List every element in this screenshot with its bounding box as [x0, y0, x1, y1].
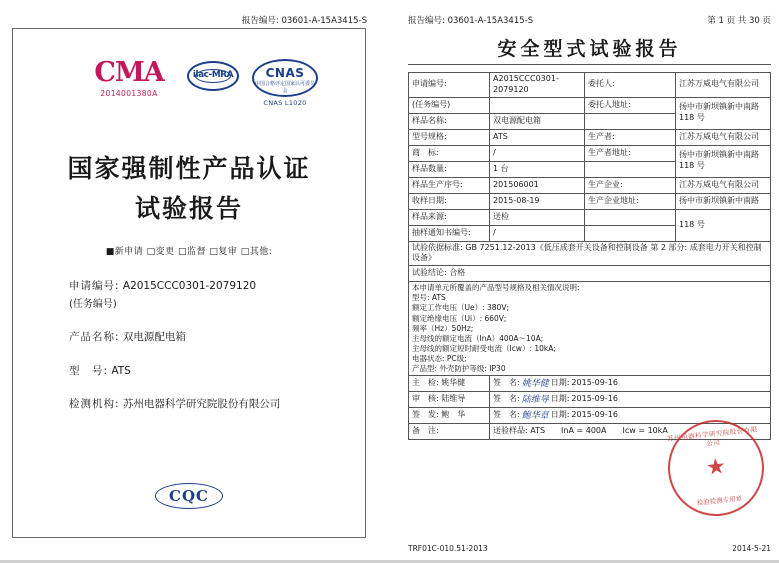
- table-row: [409, 97, 771, 113]
- cell-label: 样品来源:: [409, 209, 490, 225]
- cell-label: 生产企业:: [585, 177, 676, 193]
- signature-date-value: 2015-09-16: [571, 394, 618, 404]
- cover-field-application-no-value: A2015CCC0301-2079120: [122, 280, 257, 292]
- seal-bottom-text: 检验检测专用章: [696, 494, 743, 508]
- cma-logo: [83, 59, 175, 98]
- cell-label: [585, 209, 676, 225]
- signature-line: [493, 378, 767, 390]
- cover-field-model-label: 型 号:: [69, 364, 109, 377]
- signature-handwriting: 姚华健: [521, 378, 549, 389]
- cell-label: 生产者:: [585, 129, 676, 145]
- cover-field-product-value: 双电源配电箱: [122, 330, 186, 343]
- cell-label: 型号规格:: [409, 129, 490, 145]
- left-report-number-label: 报告编号:: [241, 16, 279, 26]
- right-report-number-label: 报告编号:: [408, 16, 445, 26]
- page-indicator: 第 1 页 共 30 页: [707, 16, 771, 26]
- table-row-spec: [409, 282, 771, 376]
- cell-value: ATS: [490, 129, 585, 145]
- cnas-logo: [247, 59, 323, 107]
- report-title: 安全型式试验报告: [497, 38, 682, 60]
- spec-cell: [409, 282, 771, 376]
- table-row-signature: [409, 392, 771, 408]
- signature-role: [409, 376, 490, 392]
- signature-handwriting: 鲍华章: [521, 410, 549, 421]
- table-row-remark: [409, 424, 771, 440]
- table-row-conclusion: [409, 266, 771, 282]
- cover-title-line1: 国家强制性产品认证: [67, 154, 311, 183]
- ilac-label: ilac-MRA: [192, 70, 234, 80]
- cover-field-application-no: [69, 279, 349, 312]
- ilac-mra-logo: [185, 61, 241, 91]
- spec-line: 额定工作电压（Ue）: 380V;: [412, 303, 509, 313]
- table-row-signature: [409, 408, 771, 424]
- cell-label: 生产者地址:: [585, 145, 676, 161]
- cell-label: 委托人地址:: [585, 97, 676, 113]
- seal-top-text: 苏州电器科学研究院股份有限公司: [666, 425, 759, 448]
- cell-label: 收样日期:: [409, 193, 490, 209]
- spec-line: 主母线的额定短时耐受电流（Icw）: 10kA;: [412, 343, 556, 353]
- cell-label: 样品数量:: [409, 161, 490, 177]
- signature-cell: [490, 376, 771, 392]
- cover-field-org: [69, 397, 349, 413]
- cma-number: 2014001380A: [100, 89, 158, 98]
- right-report-number-value: 03601-A-15A3415-S: [447, 16, 534, 26]
- signature-role-name: 陆维导: [441, 394, 466, 404]
- cell-value: 1 台: [490, 161, 585, 177]
- remark-label: 备 注:: [409, 424, 490, 440]
- signature-date-label: 日期:: [550, 394, 570, 404]
- left-report-number-value: 03601-A-15A3415-S: [281, 16, 367, 26]
- signature-date-value: 2015-09-16: [571, 410, 618, 420]
- spec-line: 电器状态: PC级;: [412, 354, 467, 364]
- cell-value: 江苏万威电气有限公司: [676, 177, 771, 193]
- signature-handwriting: 陆维导: [521, 394, 549, 405]
- signature-role-name: 鲍 华: [441, 410, 466, 420]
- right-header: [408, 14, 771, 26]
- cover-title-line2: 试验报告: [134, 194, 243, 223]
- cover-field-org-label: 检测机构:: [69, 398, 120, 411]
- right-report-number: [408, 14, 533, 26]
- table-row: [409, 145, 771, 161]
- test-basis-cell: [409, 241, 771, 266]
- right-footer: [408, 544, 771, 553]
- signature-role-label: 签 发:: [412, 410, 439, 420]
- cnas-label: CNAS: [265, 66, 305, 80]
- cell-label: [585, 161, 676, 177]
- cover-field-task-no-label: (任务编号): [69, 298, 117, 310]
- cover-field-org-value: 苏州电器科学研究院股份有限公司: [122, 398, 281, 411]
- ilac-ring-icon: [187, 61, 239, 91]
- cell-value: 江苏万威电气有限公司: [676, 129, 771, 145]
- signature-cell: [490, 408, 771, 424]
- spec-line: 额定绝缘电压（Ui）: 660V;: [412, 313, 507, 323]
- cell-value: [490, 97, 585, 113]
- test-basis-label: 试验依据标准:: [412, 242, 463, 252]
- cell-label: 样品生产序号:: [409, 177, 490, 193]
- cell-value: /: [490, 225, 585, 241]
- cnas-circle-icon: [252, 59, 318, 97]
- cell-value: 江苏万威电气有限公司: [676, 73, 771, 98]
- table-row: [409, 129, 771, 145]
- cma-mark-icon: CMA: [94, 57, 164, 88]
- report-info-table: [408, 72, 771, 440]
- table-row-signature: [409, 376, 771, 392]
- cell-label: 生产企业地址:: [585, 193, 676, 209]
- left-cover-sheet: [0, 0, 385, 563]
- cover-field-application-no-label: 申请编号:: [69, 280, 120, 292]
- cover-fields: [69, 279, 349, 431]
- cell-value: 118 号: [676, 209, 771, 241]
- signature-cell: [490, 392, 771, 408]
- left-report-number: [242, 14, 367, 26]
- cover-field-model-value: ATS: [111, 364, 131, 377]
- cell-value: 送检: [490, 209, 585, 225]
- cqc-logo: [13, 483, 365, 509]
- accreditation-logos: [13, 59, 365, 117]
- conclusion-value: 合格: [449, 268, 466, 278]
- footer-form-code: TRF01C-010.51-2013: [408, 544, 488, 553]
- cell-value: 扬中市新坝镇新中南路: [676, 193, 771, 209]
- spec-line: 频率（Hz）50Hz;: [412, 323, 474, 333]
- star-icon: ★: [704, 454, 728, 481]
- cover-field-product: [69, 330, 349, 346]
- table-row: [409, 177, 771, 193]
- cell-label: 商 标:: [409, 145, 490, 161]
- cell-label: 抽样通知书编号:: [409, 225, 490, 241]
- cell-label: 委托人:: [585, 73, 676, 98]
- signature-date-value: 2015-09-16: [571, 378, 618, 388]
- table-row: [409, 209, 771, 225]
- cell-value: 双电源配电箱: [490, 113, 585, 129]
- signature-role-label: 审 核:: [412, 394, 439, 404]
- table-row-basis: [409, 241, 771, 266]
- footer-date: 2014-5-21: [732, 544, 771, 553]
- cell-label: [585, 225, 676, 241]
- cover-frame: [12, 28, 366, 538]
- conclusion-cell: [409, 266, 771, 282]
- signature-line: [493, 410, 767, 422]
- signature-date-label: 日期:: [550, 410, 570, 420]
- cell-value: 2015-08-19: [490, 193, 585, 209]
- signature-label: 签 名:: [493, 394, 520, 404]
- cell-label: 样品名称:: [409, 113, 490, 129]
- cqc-logo-text: CQC: [155, 483, 223, 509]
- spec-line: 产品型: 外壳防护等级: IP30: [412, 364, 506, 374]
- signature-role-label: 主 检:: [412, 378, 439, 388]
- cover-field-product-label: 产品名称:: [69, 330, 120, 343]
- cell-value: 扬中市新坝镇新中南路 118 号: [676, 145, 771, 177]
- cover-field-model: [69, 364, 349, 380]
- cell-value: /: [490, 145, 585, 161]
- spec-line: 主母线的额定电流（InA）400A～10A;: [412, 333, 544, 343]
- cell-value: 扬中市新坝镇新中南路 118 号: [676, 97, 771, 129]
- signature-role: [409, 392, 490, 408]
- cell-value: A2015CCC0301-2079120: [490, 73, 585, 98]
- remark-value: 送验样品: ATS InA = 400A Icw = 10kA: [490, 424, 771, 440]
- application-type-checkboxes[interactable]: ■新申请 □变更 □监督 □复审 □其他:: [105, 247, 273, 257]
- cell-label: 申请编号:: [409, 73, 490, 98]
- signature-role-name: 姚华健: [441, 378, 466, 388]
- cell-value: 201506001: [490, 177, 585, 193]
- title-divider: [408, 64, 771, 65]
- conclusion-label: 试验结论:: [412, 268, 447, 278]
- signature-date-label: 日期:: [550, 378, 570, 388]
- signature-line: [493, 394, 767, 406]
- cnas-code: CNAS L1020: [263, 99, 307, 107]
- right-report-sheet: [400, 0, 779, 563]
- spec-line: 型号: ATS: [412, 293, 446, 303]
- signature-label: 签 名:: [493, 410, 520, 420]
- table-row: [409, 193, 771, 209]
- table-row: [409, 73, 771, 98]
- cell-label: (任务编号): [409, 97, 490, 113]
- cell-label: [585, 113, 676, 129]
- spec-header: 本申请单元所覆盖的产品型号规格及相关情况说明:: [412, 283, 580, 293]
- signature-label: 签 名:: [493, 378, 520, 388]
- cnas-chinese-label: 中国合格评定国家认可委员会: [254, 81, 315, 94]
- test-basis-value: GB 7251.12-2013《低压成套开关设备和控制设备 第 2 部分: 成套电力开关和控制设备》: [412, 242, 762, 263]
- signature-role: [409, 408, 490, 424]
